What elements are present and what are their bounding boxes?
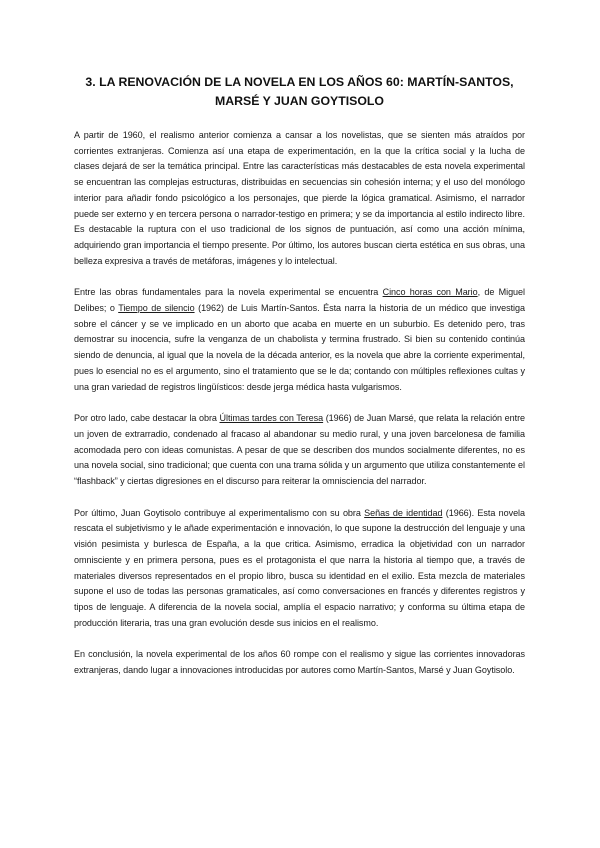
paragraph-intro [74,128,525,269]
paragraph-marse [74,411,525,490]
paragraph-text-after: (1962) de Luis Martín-Santos. Ésta narra la historia de un médico que investiga sobre el cáncer y se ve implicado en un aborto que acaba en muerte en un suburbio. Es detenido pero, tras demostrar su inocencia, sufre la venganza de un chabolista y termina frustrado. Si bien su contenido continúa siendo de denuncia, al igual que la novela de la década anterior, es la novela que abre la corriente experimental, pues lo esencial no es el argumento, sino el tratamiento que se le da; contando con múltiples reflexiones cultas y una gran variedad de registros lingüísticos: desde jerga médica hasta vulgarismos. [74,303,525,392]
paragraph-text: En conclusión, la novela experimental de los años 60 rompe con el realismo y sigue las corrientes innovadoras extranjeras, dando lugar a innovaciones introducidas por autores como Martín-Santos, Marsé y Juan Goytisolo. [74,649,525,676]
work-title-tiempo-de-silencio: Tiempo de silencio [118,303,195,314]
paragraph-text-after: (1966) de Juan Marsé, que relata la relación entre un joven de extrarradio, condenado al fracaso al abandonar su medio rural, y una joven barcelonesa de familia acomodada pero con ideas comunistas. A pesar de que se describen dos mundos socialmente diferentes, no es una novela social, sino tradicional; que cuenta con una trama sólida y un argumento que utiliza constantemente el “flashback” y ciertas digresiones en el discurso para reiterar la omnisciencia del narrador. [74,413,526,487]
paragraph-text-mid: , de Miguel Delibes; o [74,287,525,314]
document-title: 3. LA RENOVACIÓN DE LA NOVELA EN LOS AÑOS 60: MARTÍN-SANTOS, MARSÉ Y JUAN GOYTISOLO [85,75,514,108]
paragraph-text-before: Por último, Juan Goytisolo contribuye al experimentalismo con su obra [74,507,365,518]
paragraph-text-after: (1966). Esta novela rescata el subjetivismo y le añade experimentación e innovación, lo que supone la destrucción del lenguaje y una visión pesimista y burlesca de España, a la que critica. Asimismo, erradica la objetividad con un narrador omnisciente y en primera persona, pues es el protagonista el que narra la historia al tiempo que, a través de materiales diversos representados en el propio libro, busca su identidad en el exilio. Esta mezcla de materiales supone el uso de todas las personas gramaticales, así como conversaciones en francés y diferentes registros y tipos de lenguaje. A diferencia de la novela social, amplía el espacio narrativo; y conforma su última etapa de producción literaria, tras una gran evolución desde sus inicios en el realismo. [74,507,525,628]
paragraph-conclusion [74,647,525,678]
paragraph-text-before: Entre las obras fundamentales para la novela experimental se encuentra [74,287,383,298]
work-title-cinco-horas-con-mario: Cinco horas con Mario [382,287,478,298]
paragraph-martin-santos [74,285,525,395]
paragraph-goytisolo [74,506,525,632]
paragraph-text: A partir de 1960, el realismo anterior comienza a cansar a los novelistas, que se sienten más atraídos por corrientes extranjeras. Comienza así una etapa de experimentación, en la que la crítica social y la lucha de clases dejará de ser la temática principal. Entre las características más destacables de esta novela experimental se encuentran las complejas estructuras, distribuidas en secuencias sin cohesión interna; y el uso del monólogo interior para añadir fondo psicológico a los personajes, que pierde la lógica gramatical. Asimismo, el narrador puede ser externo y en tercera persona o narrador-testigo en primera; y se da importancia al estilo indirecto libre. Es destacable la ruptura con el uso tradicional de los signos de puntuación, así como una acción mínima, adquiriendo gran importancia el tiempo presente. Por último, los autores buscan cierta estética en sus obras, una belleza expresiva a través de metáforas, imágenes y lo intelectual. [74,130,525,266]
document-page [74,73,525,695]
paragraph-text-before: Por otro lado, cabe destacar la obra [74,413,220,424]
work-title-ultimas-tardes-con-teresa: Últimas tardes con Teresa [219,413,324,424]
work-title-senas-de-identidad: Señas de identidad [364,507,443,518]
